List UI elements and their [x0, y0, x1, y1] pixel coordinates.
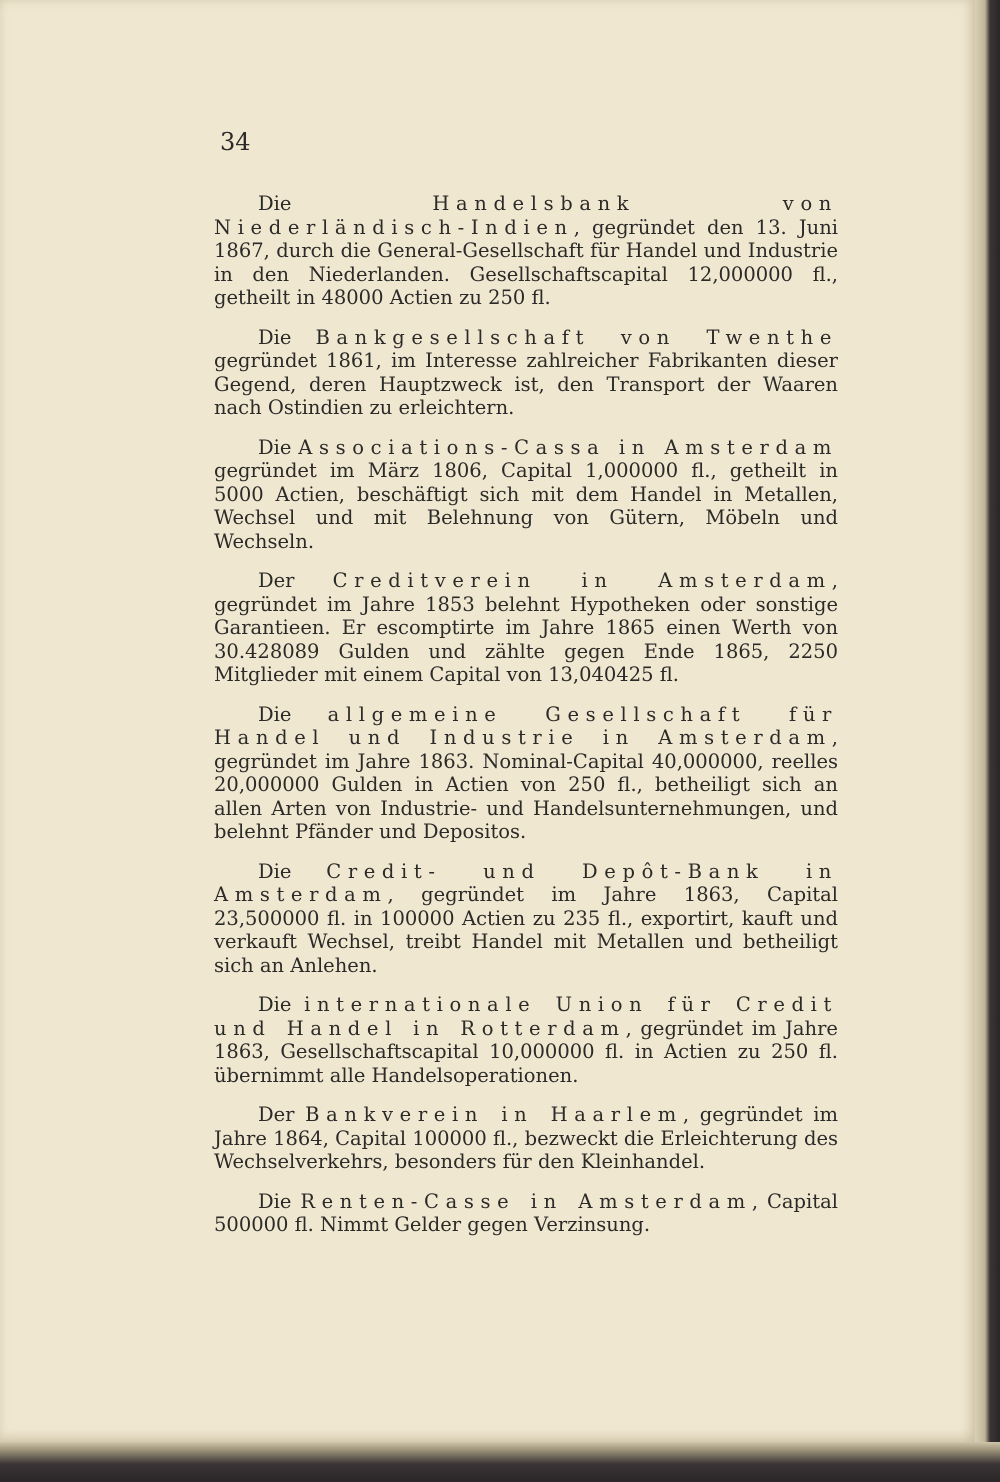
institution-name: Credit- und Depôt-Bank in Amsterdam	[214, 859, 838, 906]
paragraph-internationale-union	[214, 993, 838, 1087]
paragraph-lead: Der	[258, 1103, 295, 1126]
institution-name: allgemeine Gesellschaft für Handel und Industrie in Amsterdam	[214, 702, 839, 749]
institution-name: Handelsbank von Niederländisch-Indien	[214, 192, 838, 239]
paragraph-lead: Die	[258, 859, 292, 883]
paragraph-text: gegründet 1861, im Interesse zahlreicher Fabrikanten dieser Gegend, deren Hauptzweck ist, den Transport der Waaren nach Ostindien zu erleichtern.	[214, 349, 838, 419]
paragraph-renten-casse	[214, 1190, 838, 1237]
paragraph-bankgesellschaft	[214, 326, 838, 420]
paragraph-lead: Die	[258, 993, 292, 1016]
institution-name: Bankverein in Haarlem	[305, 1103, 683, 1126]
paragraph-creditverein	[214, 569, 838, 687]
book-edge-bottom	[0, 1442, 1000, 1482]
paragraph-text: , gegründet im Jahre 1864, Capital 100000 fl., bezweckt die Erleichterung des Wechselverkehrs, besonders für den Kleinhandel.	[214, 1103, 838, 1173]
institution-name: Associations-Cassa in Amsterdam	[298, 435, 839, 459]
institution-name: internationale Union für Credit und Handel in Rotterdam	[214, 993, 838, 1040]
institution-name: Renten-Casse in Amsterdam	[300, 1189, 752, 1213]
institution-name: Bankgesellschaft von Twenthe	[315, 325, 838, 349]
paragraph-handelsbank	[214, 192, 838, 310]
paragraph-associations-cassa	[214, 436, 838, 554]
paragraph-text: gegründet im März 1806, Capital 1,000000 fl., getheilt in 5000 Actien, beschäftigt sich mit dem Handel in Metallen, Wechsel und mit Belehnung von Gütern, Möbeln und Wechseln.	[214, 459, 838, 553]
paragraph-lead: Die	[258, 1189, 292, 1213]
paragraph-text: , gegründet im Jahre 1863, Gesellschaftscapital 10,000000 fl. in Actien zu 250 fl. übernimmt alle Handelsoperationen.	[214, 1016, 838, 1087]
page-body	[214, 192, 838, 1253]
paragraph-lead: Die	[258, 325, 292, 349]
paragraph-text: , gegründet im Jahre 1863. Nominal-Capital 40,000000, reelles 20,000000 Gulden in Actien von 250 fl., betheiligt sich an allen Arten von Industrie- und Handelsunternehmungen, und belehnt Pfänder und Depositos.	[214, 726, 838, 843]
paragraph-text: , Capital 500000 fl. Nimmt Gelder gegen Verzinsung.	[214, 1189, 838, 1236]
paragraph-bankverein-haarlem	[214, 1103, 838, 1174]
paragraph-lead: Die	[258, 702, 292, 726]
paragraph-text: , gegründet im Jahre 1863, Capital 23,500000 fl. in 100000 Actien zu 235 fl., exportirt, kauft und verkauft Wechsel, treibt Handel mit Metallen und betheiligt sich an Anlehen.	[214, 883, 838, 977]
paragraph-lead: Die	[258, 192, 292, 215]
paragraph-lead: Der	[258, 569, 295, 592]
paragraph-credit-depot-bank	[214, 860, 838, 978]
paragraph-text: , gegründet im Jahre 1853 belehnt Hypotheken oder sonstige Garantieen. Er escomptirte im Jahre 1865 einen Werth von 30.428089 Gulden und zählte gegen Ende 1865, 2250 Mitglieder mit einem Capital von 13,040425 fl.	[214, 569, 838, 686]
page-number: 34	[220, 128, 251, 156]
book-edge-right	[975, 0, 1000, 1482]
paragraph-lead: Die	[258, 435, 292, 459]
institution-name: Creditverein in Amsterdam	[332, 569, 832, 592]
paragraph-allgemeine-gesellschaft	[214, 703, 838, 844]
paragraph-text: , gegründet den 13. Juni 1867, durch die General-Gesellschaft für Handel und Industrie in den Niederlanden. Gesellschaftscapital 12,000000 fl., getheilt in 48000 Actien zu 250 fl.	[214, 215, 838, 309]
